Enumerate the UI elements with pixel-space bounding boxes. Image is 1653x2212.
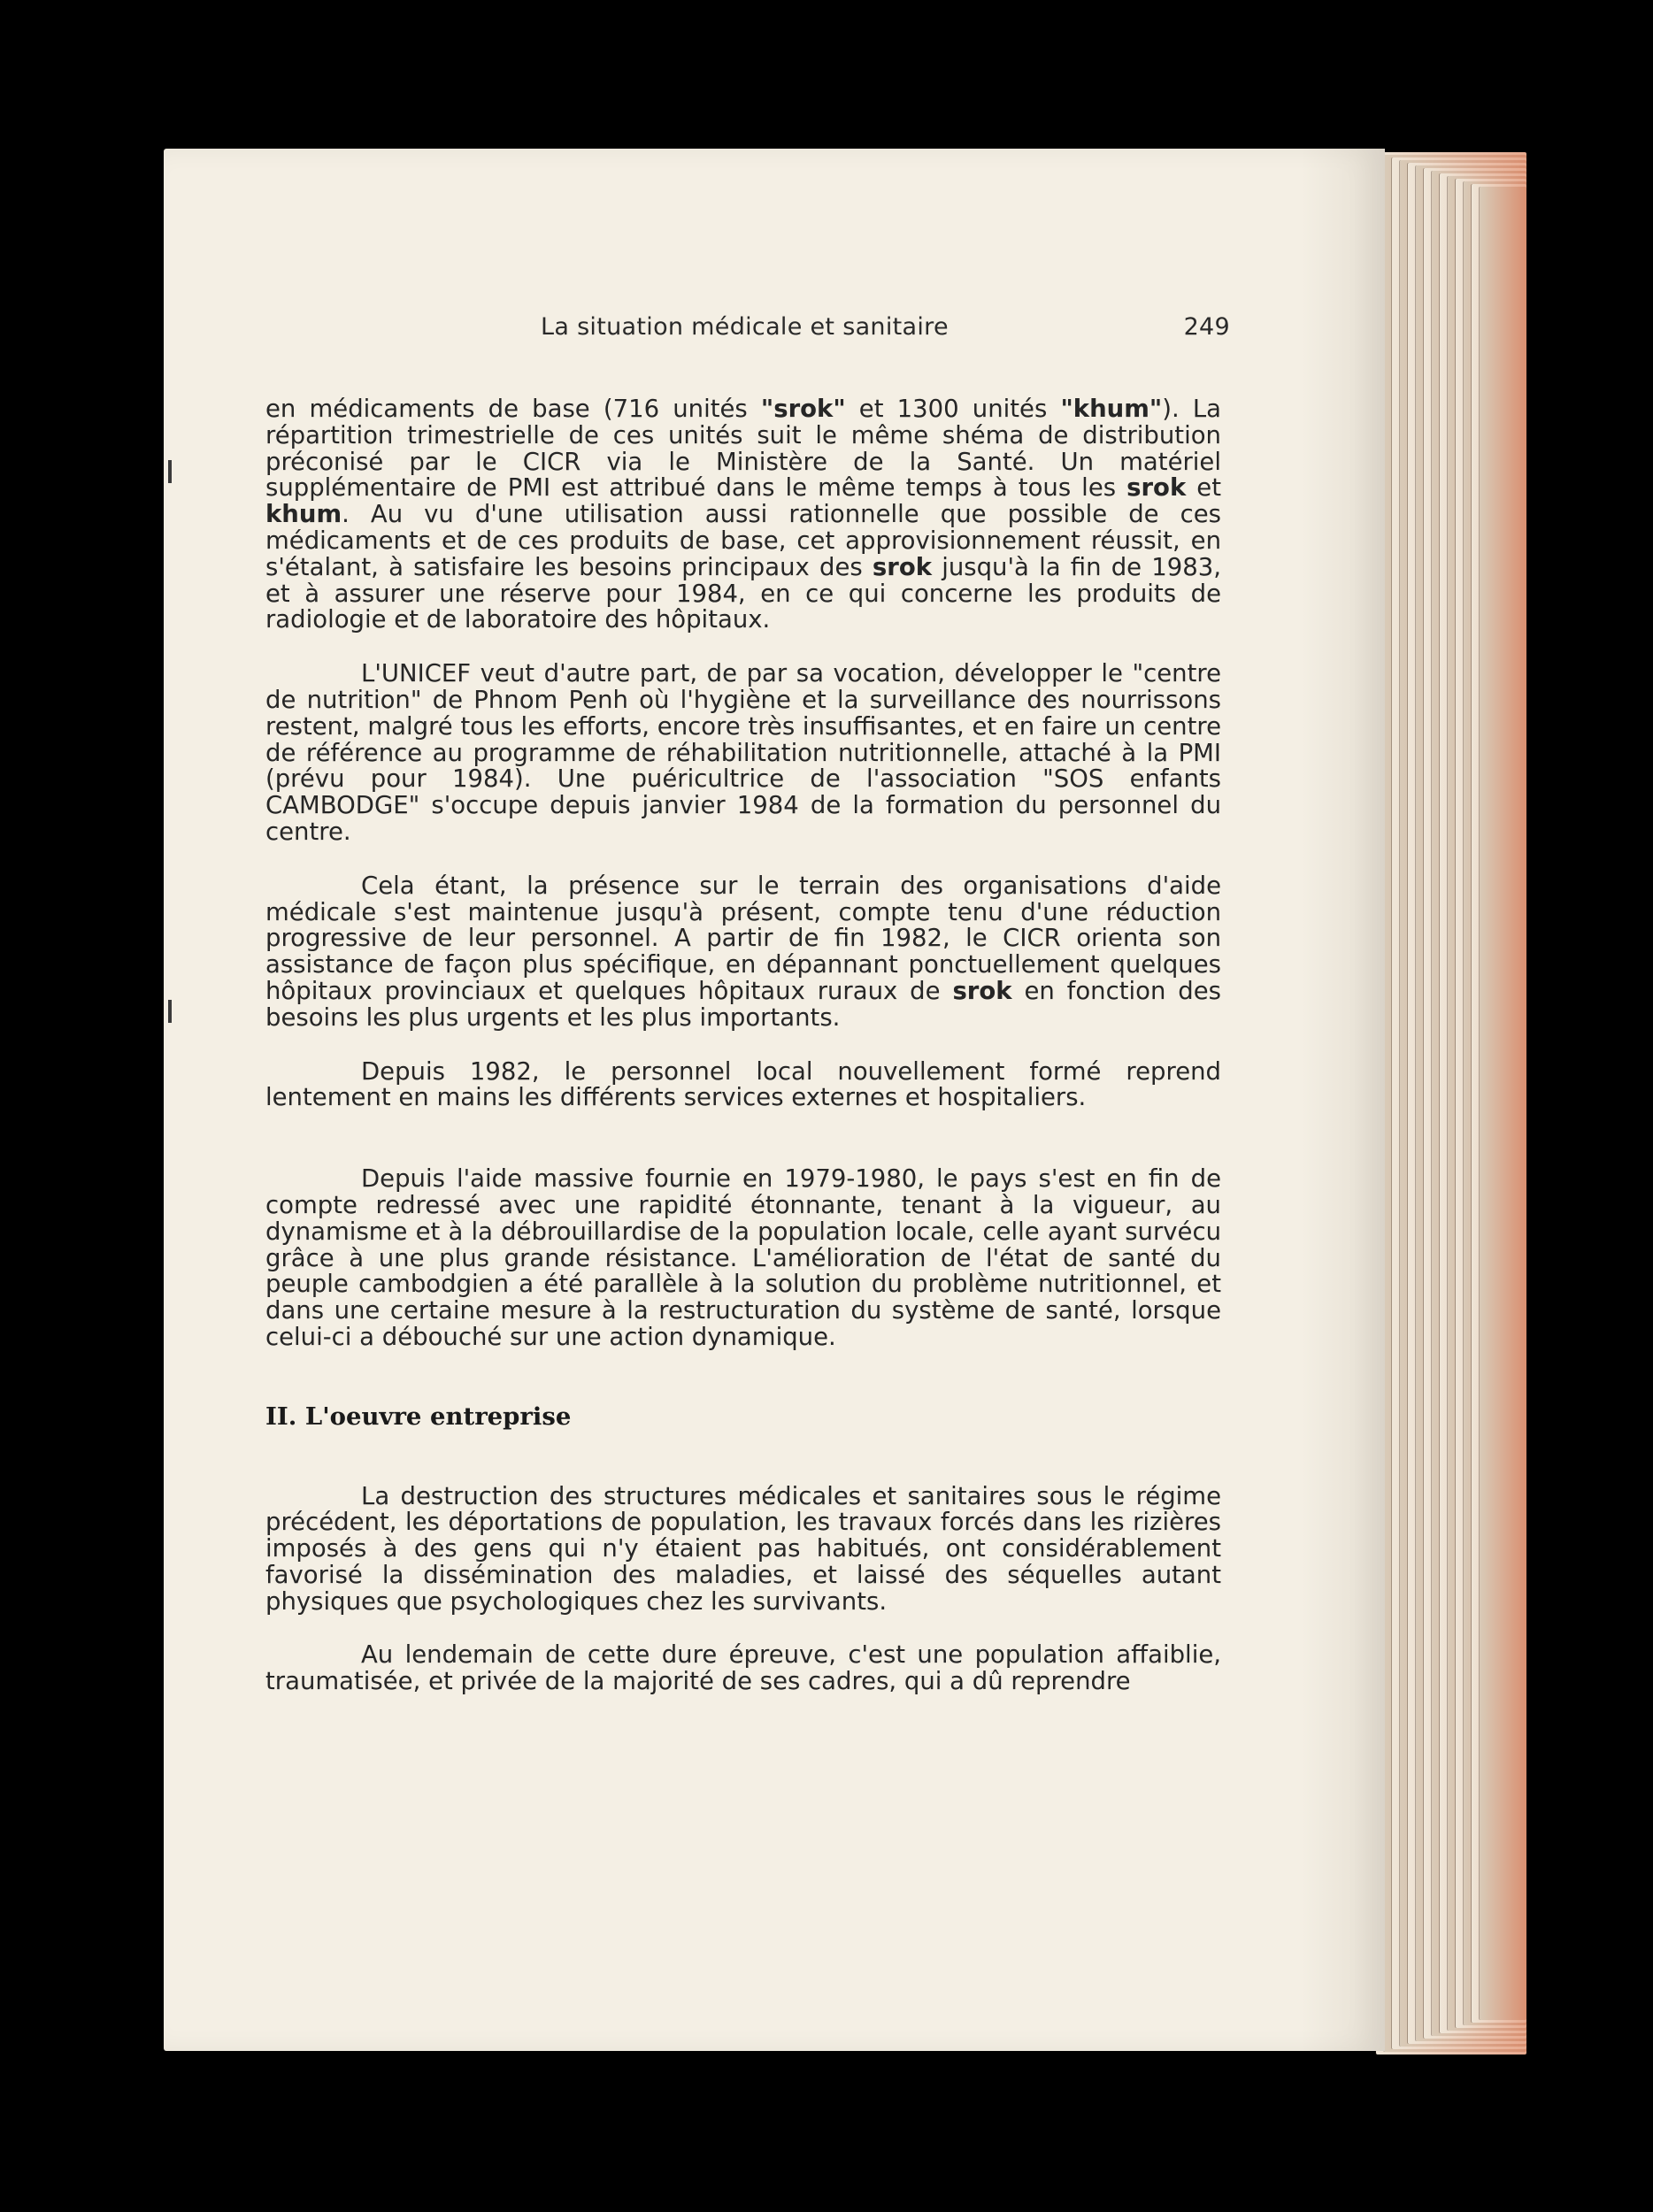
text-run: et 1300 unités — [845, 395, 1061, 423]
text-run: et — [1186, 473, 1221, 503]
section-heading: II. L'oeuvre entreprise — [265, 1402, 572, 1431]
running-head-title: La situation médicale et sanitaire — [541, 313, 949, 341]
text-run: jusqu'à la fin de 1983, et à assurer une réserve pour 1984, en ce qui concerne les produits de radiologie et de laboratoire des hôpitaux. — [265, 552, 1221, 634]
binding-mark — [168, 1000, 172, 1023]
paragraph — [265, 873, 1221, 1032]
paragraph: La destruction des structures médicales et sanitaires sous le régime précédent, les déportations de population, les travaux forcés dans les rizières imposés à des gens qui n'y étaient pas habitués, ont considérablement favorisé la dissémination des maladies, et laissé des séquelles autant physiques que psychologiques chez les survivants. — [265, 1481, 1221, 1616]
bold-term: "khum" — [1060, 395, 1163, 423]
bold-term: srok — [952, 976, 1012, 1005]
page-edge-sheet — [1480, 187, 1526, 2020]
text-run: ). La répartition trimestrielle de ces unités suit le même shéma de distribution préconisé par le CICR via le Ministère de la Santé. Un matériel supplémentaire de PMI est attribué dans le même temps à tous les — [265, 395, 1222, 503]
page-number: 249 — [1183, 313, 1230, 341]
bold-term: srok — [872, 552, 933, 581]
paragraph: Depuis 1982, le personnel local nouvellement formé reprend lentement en mains les différents services externes et hospitaliers. — [265, 1056, 1221, 1112]
text-run: Cela étant, la présence sur le terrain des organisations d'aide médicale s'est maintenue jusqu'à présent, compte tenu d'une réduction progressive de leur personnel. A partir de fin 1982, le CICR orienta son assistance de façon plus spécifique, en dépannant ponctuellement quelques hôpitaux provinciaux et quelques hôpitaux ruraux de — [265, 871, 1221, 1005]
paragraph: Au lendemain de cette dure épreuve, c'est une population affaiblie, traumatisée, et privée de la majorité de ses cadres, qui a dû reprendre — [265, 1640, 1221, 1696]
book-page-edges — [1376, 152, 1526, 2055]
text-run: en médicaments de base (716 unités — [265, 395, 761, 423]
paragraph: L'UNICEF veut d'autre part, de par sa vocation, développer le "centre de nutrition" de Phnom Penh où l'hygiène et la surveillance des nourrissons restent, malgré tous les efforts, encore très insuffisantes, et en faire un centre de référence au programme de réhabilitation nutritionnelle, attaché à la PMI (prévu pour 1984). Une puéricultrice de l'association "SOS enfants CAMBODGE" s'occupe depuis janvier 1984 de la formation du personnel du centre. — [265, 659, 1221, 846]
paragraph: Depuis l'aide massive fournie en 1979-1980, le pays s'est en fin de compte redressé avec une rapidité étonnante, tenant à la vigueur, au dynamisme et à la débrouillardise de la population locale, celle ayant survécu grâce à une plus grande résistance. L'amélioration de l'état de santé du peuple cambodgien a été parallèle à la solution du problème nutritionnel, et dans une certaine mesure à la restructuration du système de santé, lorsque celui-ci a débouché sur une action dynamique. — [265, 1164, 1221, 1351]
paragraph — [265, 396, 1221, 634]
page-curl-shade — [1301, 149, 1385, 2051]
bold-term: srok — [1126, 473, 1187, 503]
bold-term: "srok" — [760, 395, 846, 423]
body-text — [265, 396, 1221, 1695]
binding-mark — [168, 460, 172, 483]
text-run: . Au vu d'une utilisation aussi rationnelle que possible de ces médicaments et de ces produits de base, cet approvisionnement réussit, en s'étalant, à satisfaire les besoins principaux des — [265, 500, 1221, 581]
text-run: en fonction des besoins les plus urgents et les plus importants. — [265, 976, 1221, 1032]
bold-term: khum — [265, 500, 342, 529]
